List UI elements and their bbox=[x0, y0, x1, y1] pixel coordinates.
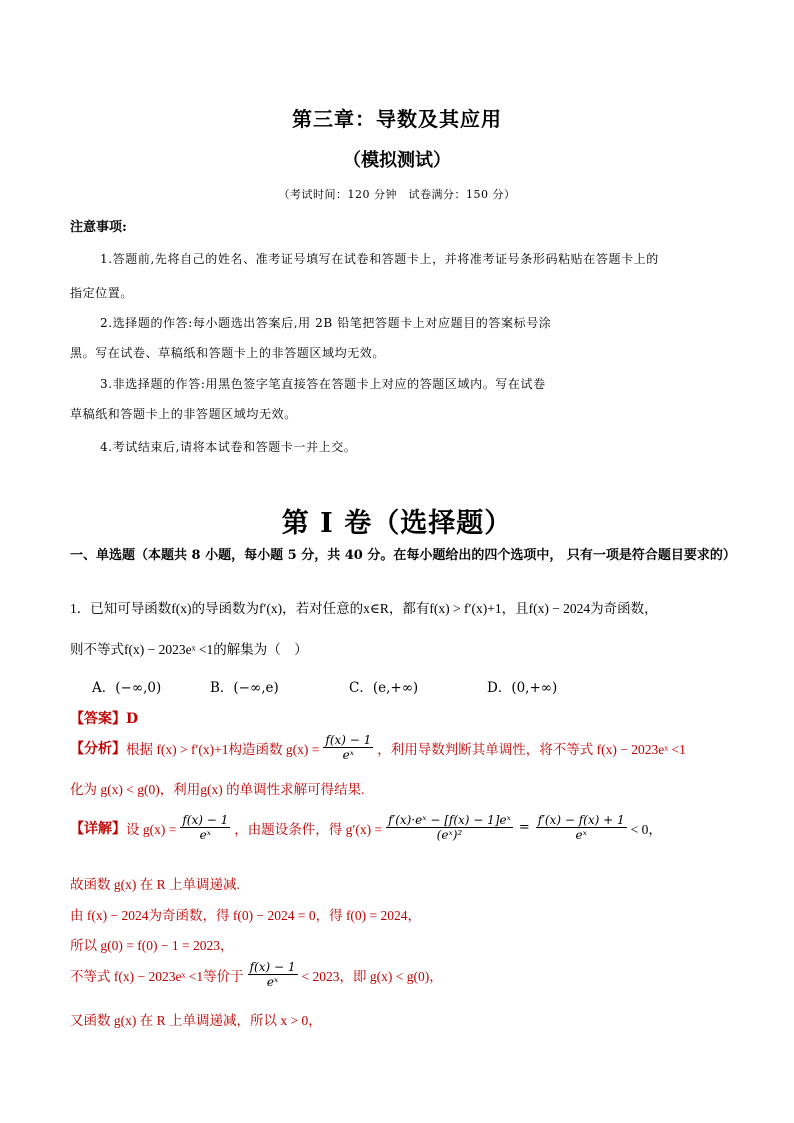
analysis-line-1 bbox=[70, 733, 686, 762]
analysis-tag: 【分析】 bbox=[70, 740, 126, 757]
fraction bbox=[248, 960, 298, 989]
fraction-numerator: f(x) − 1 bbox=[182, 813, 229, 827]
analysis-text: 根据 f(x) > f′(x)+1构造函数 g(x) = bbox=[126, 741, 320, 757]
answer-tag: 【答案】 bbox=[70, 711, 126, 727]
fraction-denominator: eˣ bbox=[199, 828, 211, 842]
equals-sign: = bbox=[518, 820, 530, 835]
fraction-denominator: eˣ bbox=[575, 828, 587, 842]
fraction bbox=[180, 813, 230, 842]
notice-line: 3.非选择题的作答:用黑色签字笔直接答在答题卡上对应的答题区域内。写在试卷 bbox=[100, 377, 546, 391]
volume-title: 第 I 卷（选择题） bbox=[281, 508, 513, 539]
notice-line: 2.选择题的作答:每小题选出答案后,用 2B 铅笔把答题卡上对应题目的答案标号涂 bbox=[100, 316, 552, 330]
fraction-numerator: f′(x)·eˣ − [f(x) − 1]eˣ bbox=[388, 813, 511, 827]
detail-text: ，由题设条件，得 g′(x) = bbox=[234, 821, 383, 837]
fraction bbox=[323, 733, 373, 762]
notice-line: 黑。写在试卷、草稿纸和答题卡上的非答题区域均无效。 bbox=[70, 346, 386, 360]
section-description: 一、单选题（本题共 8 小题，每小题 5 分，共 40 分。在每小题给出的四个选项中， 只有一项是符合题目要求的） bbox=[70, 548, 736, 563]
option-c: C．(e,+∞) bbox=[349, 680, 419, 696]
option-a: A．(−∞,0) bbox=[92, 680, 162, 696]
page-title: 第三章：导数及其应用 bbox=[292, 107, 502, 131]
detail-tag: 【详解】 bbox=[70, 820, 126, 837]
fraction bbox=[386, 813, 513, 842]
solution-step: 所以 g(0) = f(0) − 1 = 2023， bbox=[70, 938, 234, 953]
fraction-numerator: f′(x) − f(x) + 1 bbox=[537, 813, 625, 827]
fraction-numerator: f(x) − 1 bbox=[325, 733, 372, 747]
notice-line: 指定位置。 bbox=[70, 286, 134, 300]
question-1-stem-2: 则不等式f(x) − 2023eˣ <1的解集为（ ） bbox=[70, 642, 308, 657]
fraction-denominator: (eˣ)² bbox=[436, 828, 463, 842]
notice-line: 4.考试结束后,请将本试卷和答题卡一并上交。 bbox=[100, 440, 357, 454]
exam-info: （考试时间：120 分钟 试卷满分：150 分） bbox=[278, 188, 516, 201]
option-d: D．(0,+∞) bbox=[487, 680, 558, 696]
detail-text: < 0， bbox=[630, 821, 662, 837]
solution-step: 由 f(x) − 2024为奇函数，得 f(0) − 2024 = 0，得 f(0) = 2024， bbox=[70, 908, 422, 923]
answer-value: D bbox=[126, 711, 139, 727]
analysis-line-2: 化为 g(x) < g(0)，利用g(x) 的单调性求解可得结果. bbox=[70, 782, 365, 797]
notice-heading: 注意事项: bbox=[70, 220, 127, 235]
solution-step: 故函数 g(x) 在 R 上单调递减. bbox=[70, 877, 240, 892]
step-text: < 2023，即 g(x) < g(0)， bbox=[301, 968, 443, 984]
fraction bbox=[536, 813, 627, 842]
page-subtitle: （模拟测试） bbox=[343, 150, 451, 171]
fraction-numerator: f(x) − 1 bbox=[249, 960, 296, 974]
option-b: B．(−∞,e) bbox=[210, 680, 279, 696]
detail-line bbox=[70, 813, 662, 842]
answer-line bbox=[70, 708, 138, 728]
detail-text: 设 g(x) = bbox=[126, 821, 177, 837]
question-1-stem: 1．已知可导函数f(x)的导函数为f′(x)，若对任意的x∈R，都有f(x) > f′(x)+1，且f(x) − 2024为奇函数， bbox=[70, 601, 658, 616]
notice-line: 草稿纸和答题卡上的非答题区域均无效。 bbox=[70, 407, 297, 421]
fraction-denominator: eˣ bbox=[266, 975, 279, 989]
analysis-text: ，利用导数判断其单调性，将不等式 f(x) − 2023eˣ <1 bbox=[377, 741, 686, 757]
solution-step bbox=[70, 960, 443, 989]
solution-step: 又函数 g(x) 在 R 上单调递减，所以 x > 0， bbox=[70, 1013, 322, 1028]
notice-line: 1.答题前,先将自己的姓名、准考证号填写在试卷和答题卡上，并将准考证号条形码粘贴在答题卡上的 bbox=[100, 252, 659, 266]
step-text: 不等式 f(x) − 2023eˣ <1等价于 bbox=[70, 968, 244, 984]
fraction-denominator: eˣ bbox=[342, 748, 355, 762]
